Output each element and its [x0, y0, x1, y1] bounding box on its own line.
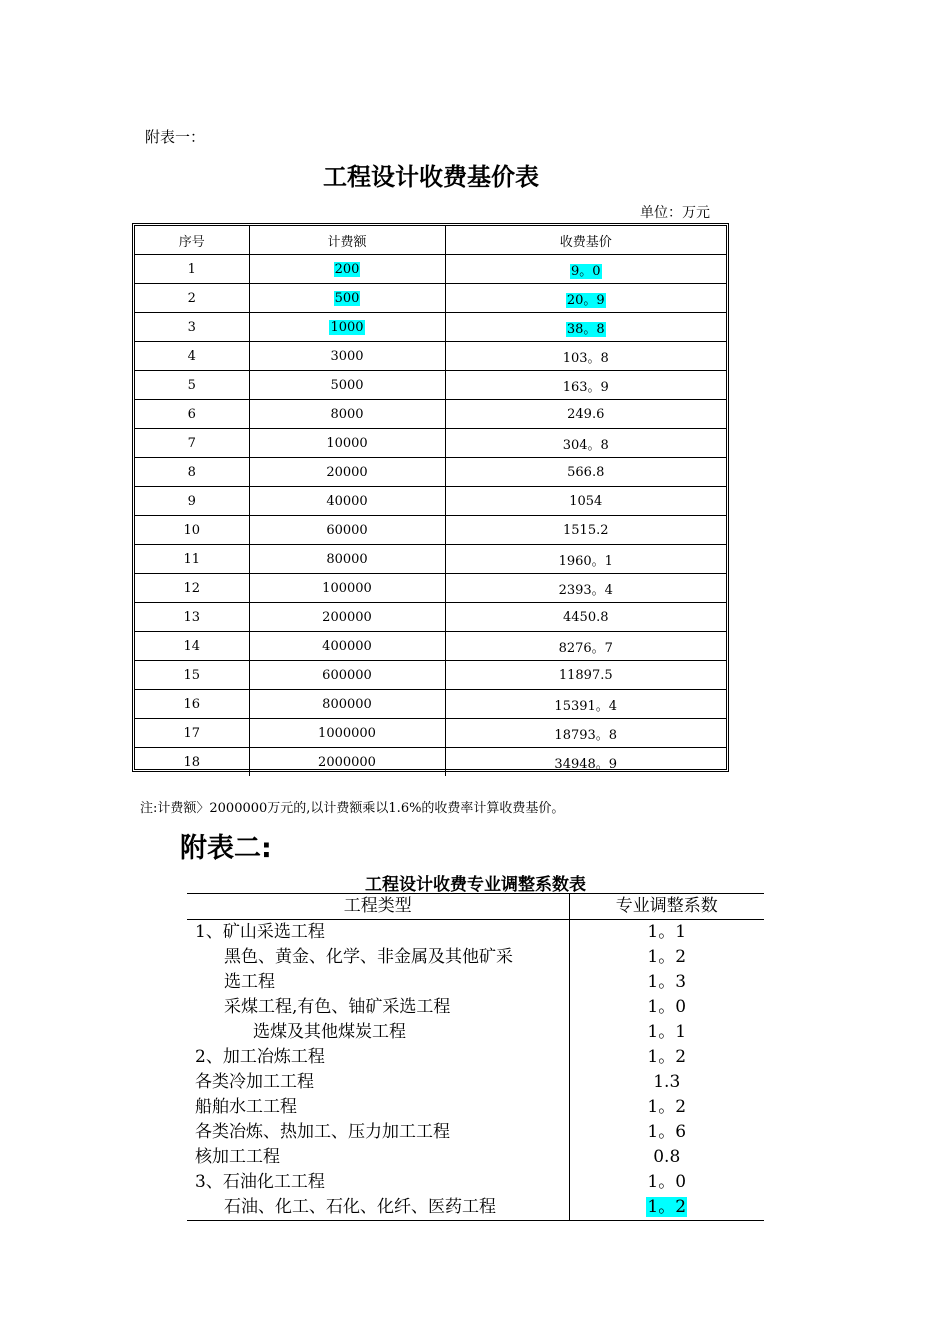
row-number-cell: 10 — [135, 516, 249, 545]
row-number-cell: 1 — [135, 255, 249, 284]
table-row — [135, 719, 726, 748]
table-row — [187, 1195, 764, 1221]
table-row — [135, 458, 726, 487]
table-row — [187, 1070, 764, 1095]
engineering-type-cell: 船舶水工工程 — [187, 1095, 569, 1120]
base-price-cell: 11897.5 — [445, 661, 726, 690]
coefficient-cell: 1。0 — [647, 1172, 687, 1192]
coefficient-cell: 1。6 — [647, 1122, 687, 1142]
table-row — [187, 945, 764, 970]
table-row — [135, 284, 726, 313]
base-price-cell: 304。8 — [445, 429, 726, 458]
header-coefficient: 专业调整系数 — [569, 894, 764, 920]
coefficient-cell: 1。2 — [647, 1097, 687, 1117]
base-price-cell: 1515.2 — [445, 516, 726, 545]
fee-amount-cell: 1000 — [249, 313, 445, 342]
table-row — [135, 545, 726, 574]
table-note: 注:计费额〉2000000万元的,以计费额乘以1.6%的收费率计算收费基价。 — [140, 801, 565, 816]
table-row — [135, 313, 726, 342]
row-number-cell: 4 — [135, 342, 249, 371]
row-number-cell: 7 — [135, 429, 249, 458]
fee-amount-cell: 200000 — [249, 603, 445, 632]
row-number-cell: 15 — [135, 661, 249, 690]
fee-amount-cell: 20000 — [249, 458, 445, 487]
row-number-cell: 12 — [135, 574, 249, 603]
base-price-cell: 163。9 — [445, 371, 726, 400]
table-row — [135, 342, 726, 371]
engineering-type-cell: 核加工工程 — [187, 1145, 569, 1170]
coefficient-cell: 1。2 — [647, 1047, 687, 1067]
engineering-type-cell: 3、石油化工工程 — [187, 1170, 569, 1195]
appendix-2-label: 附表二: — [180, 833, 272, 864]
base-price-cell: 15391。4 — [445, 690, 726, 719]
table-row — [135, 487, 726, 516]
coefficient-cell: 1.3 — [653, 1072, 681, 1092]
base-price-cell: 1960。1 — [445, 545, 726, 574]
fee-amount-cell: 5000 — [249, 371, 445, 400]
fee-amount-cell: 600000 — [249, 661, 445, 690]
table-row — [135, 661, 726, 690]
table-row — [187, 1020, 764, 1045]
table-header-row — [135, 226, 726, 255]
coefficient-cell: 0.8 — [653, 1147, 681, 1167]
fee-amount-cell: 500 — [249, 284, 445, 313]
fee-amount-cell: 8000 — [249, 400, 445, 429]
table-row — [187, 920, 764, 946]
row-number-cell: 8 — [135, 458, 249, 487]
base-price-cell: 38。8 — [445, 313, 726, 342]
appendix-1-label: 附表一： — [145, 128, 206, 146]
row-number-cell: 5 — [135, 371, 249, 400]
base-price-cell: 2393。4 — [445, 574, 726, 603]
table-row — [135, 603, 726, 632]
row-number-cell: 16 — [135, 690, 249, 719]
coefficient-cell: 1。2 — [569, 1195, 764, 1221]
engineering-type-cell: 1、矿山采选工程 — [187, 920, 569, 946]
table-row — [187, 970, 764, 995]
adjustment-coefficient-table — [187, 893, 764, 1221]
fee-amount-cell: 1000000 — [249, 719, 445, 748]
fee-base-price-table — [132, 223, 729, 772]
fee-amount-cell: 10000 — [249, 429, 445, 458]
row-number-cell: 14 — [135, 632, 249, 661]
table-row — [187, 1145, 764, 1170]
engineering-type-cell: 2、加工冶炼工程 — [187, 1045, 569, 1070]
engineering-type-cell: 石油、化工、石化、化纤、医药工程 — [187, 1195, 569, 1221]
base-price-cell: 249.6 — [445, 400, 726, 429]
base-price-cell: 566.8 — [445, 458, 726, 487]
row-number-cell: 17 — [135, 719, 249, 748]
row-number-cell: 9 — [135, 487, 249, 516]
table-row — [135, 632, 726, 661]
table-row — [135, 429, 726, 458]
table-row — [135, 574, 726, 603]
coefficient-cell: 1。1 — [647, 922, 687, 942]
fee-amount-cell: 60000 — [249, 516, 445, 545]
fee-amount-cell: 200 — [249, 255, 445, 284]
fee-amount-cell: 40000 — [249, 487, 445, 516]
base-price-cell: 9。0 — [445, 255, 726, 284]
header-amount: 计费额 — [249, 226, 445, 255]
coefficient-cell: 1。0 — [647, 997, 687, 1017]
fee-amount-cell: 2000000 — [249, 748, 445, 777]
adjustment-coefficient-table-title: 工程设计收费专业调整系数表 — [365, 875, 586, 895]
table-row — [135, 690, 726, 719]
base-price-cell: 4450.8 — [445, 603, 726, 632]
row-number-cell: 13 — [135, 603, 249, 632]
table-row — [187, 1120, 764, 1145]
fee-base-price-table-title: 工程设计收费基价表 — [323, 162, 539, 191]
base-price-cell: 18793。8 — [445, 719, 726, 748]
table-row — [187, 1095, 764, 1120]
table-header-row — [187, 894, 764, 920]
fee-amount-cell: 400000 — [249, 632, 445, 661]
engineering-type-cell: 采煤工程,有色、铀矿采选工程 — [187, 995, 569, 1020]
coefficient-cell: 1。1 — [647, 1022, 687, 1042]
row-number-cell: 11 — [135, 545, 249, 574]
row-number-cell: 18 — [135, 748, 249, 777]
base-price-cell: 34948。9 — [445, 748, 726, 777]
coefficient-cell: 1。2 — [647, 947, 687, 967]
table-row — [135, 255, 726, 284]
fee-amount-cell: 3000 — [249, 342, 445, 371]
fee-amount-cell: 80000 — [249, 545, 445, 574]
header-engineering-type: 工程类型 — [187, 894, 569, 920]
header-price: 收费基价 — [445, 226, 726, 255]
unit-label: 单位：万元 — [640, 205, 710, 221]
table-row — [135, 748, 726, 777]
engineering-type-cell: 选煤及其他煤炭工程 — [187, 1020, 569, 1045]
fee-amount-cell: 100000 — [249, 574, 445, 603]
table-row — [187, 995, 764, 1020]
base-price-cell: 103。8 — [445, 342, 726, 371]
base-price-cell: 1054 — [445, 487, 726, 516]
row-number-cell: 3 — [135, 313, 249, 342]
engineering-type-cell: 黑色、黄金、化学、非金属及其他矿采 — [187, 945, 569, 970]
engineering-type-cell: 各类冷加工工程 — [187, 1070, 569, 1095]
coefficient-cell: 1。3 — [647, 972, 687, 992]
row-number-cell: 2 — [135, 284, 249, 313]
table-row — [187, 1170, 764, 1195]
header-no: 序号 — [135, 226, 249, 255]
base-price-cell: 8276。7 — [445, 632, 726, 661]
fee-amount-cell: 800000 — [249, 690, 445, 719]
base-price-cell: 20。9 — [445, 284, 726, 313]
table-row — [135, 516, 726, 545]
table-row — [187, 1045, 764, 1070]
engineering-type-cell: 各类冶炼、热加工、压力加工工程 — [187, 1120, 569, 1145]
row-number-cell: 6 — [135, 400, 249, 429]
table-row — [135, 371, 726, 400]
table-row — [135, 400, 726, 429]
engineering-type-cell: 选工程 — [187, 970, 569, 995]
